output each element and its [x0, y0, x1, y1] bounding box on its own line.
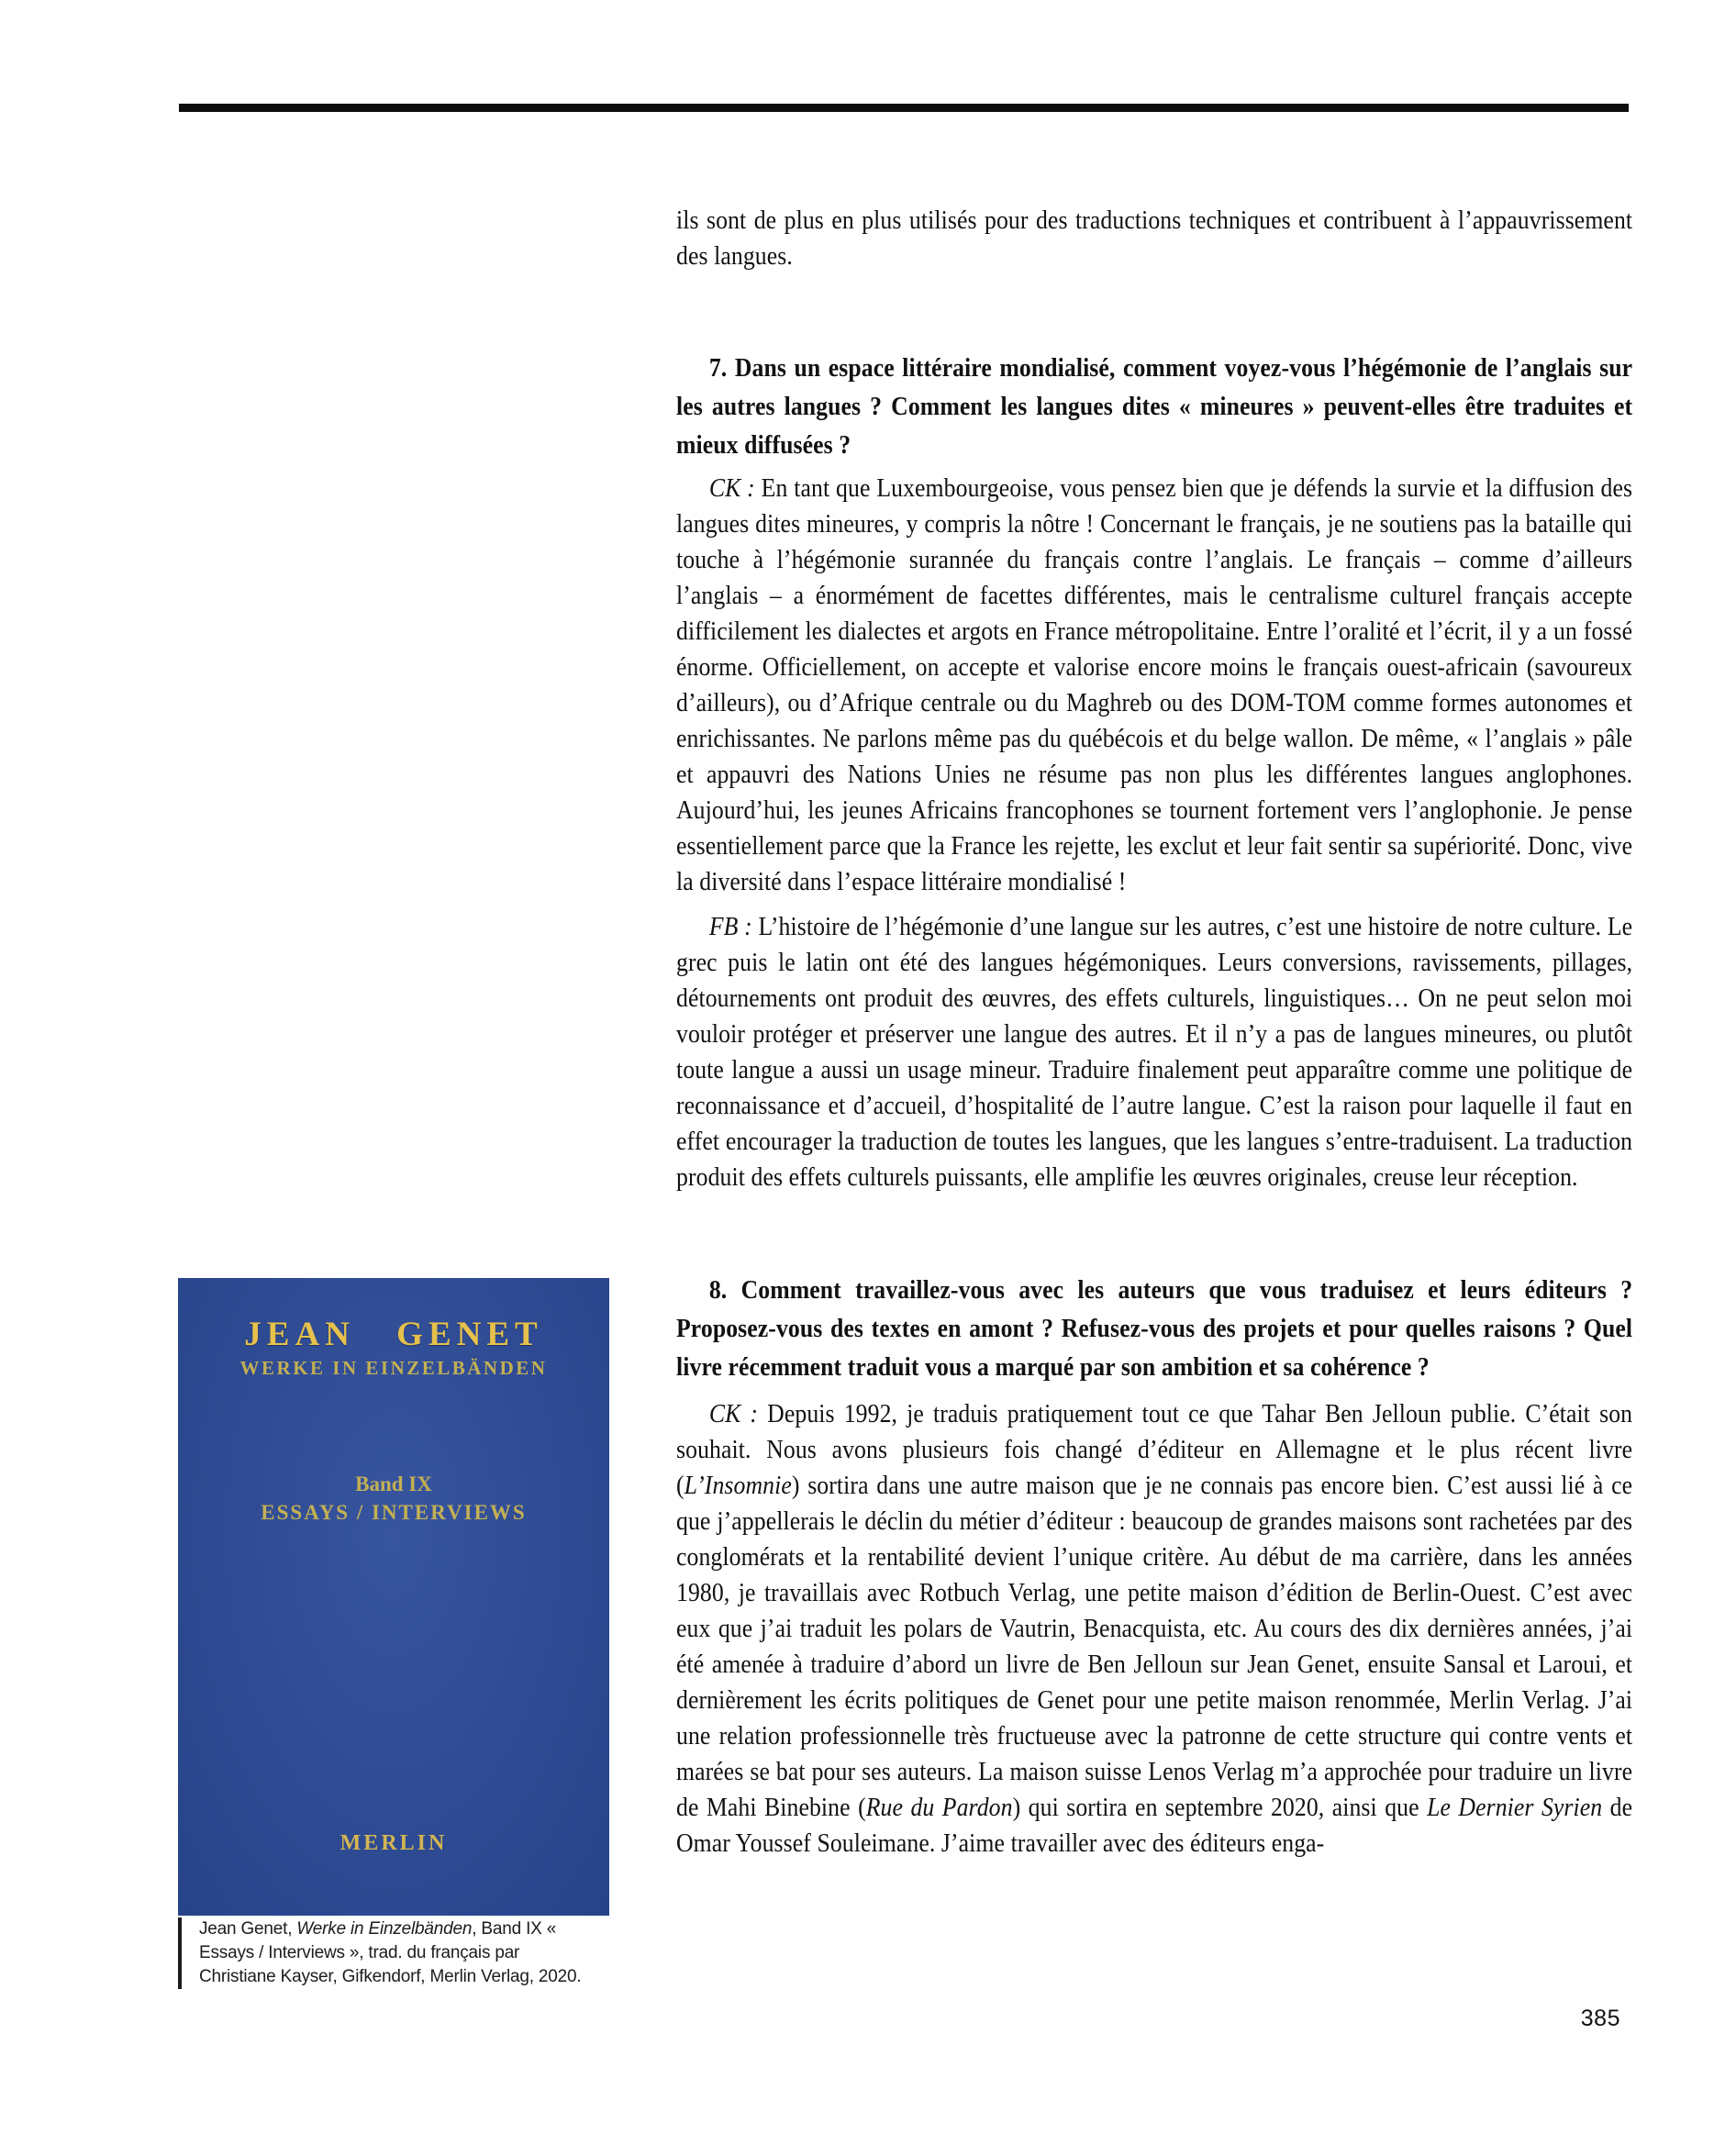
article-body — [676, 203, 1632, 1861]
answer-7-ck: CK : En tant que Luxembourgeoise, vous pensez bien que je défends la survie et la diffusion des langues dites mineures, y compris la nôtre ! Concernant le français, je ne soutiens pas la bataille qui touche à l’hégémonie surannée du français contre l’anglais. Le français – comme d’ailleurs l’anglais – a énormément de facettes différentes, mais le centralisme culturel français accepte difficilement les dialectes et argots en France métropolitaine. Entre l’oralité et l’écrit, il y a un fossé énorme. Officiellement, on accepte et valorise encore moins le français ouest-africain (savoureux d’ailleurs), ou d’Afrique centrale ou du Maghreb ou des DOM-TOM comme formes autonomes et enrichissantes. Ne parlons même pas du québécois et du belge wallon. De même, « l’anglais » pâle et appauvri des Nations Unies ne résume pas non plus les différentes langues anglophones. Aujourd’hui, les jeunes Africains francophones se tournent fortement vers l’anglophonie. Je pense essentiellement parce que la France les rejette, les exclut et leur fait sentir sa supériorité. Donc, vive la diversité dans l’espace littéraire mondialisé ! — [676, 474, 1633, 896]
cover-subtitle: WERKE IN EINZELBÄNDEN — [239, 1357, 548, 1379]
paragraph-continuation: ils sont de plus en plus utilisés pour des traductions techniques et contribuent à l’appauvrissement des langues. — [676, 206, 1633, 271]
header-rule — [179, 104, 1629, 112]
cover-series-label: ESSAYS / INTERVIEWS — [261, 1501, 527, 1524]
cover-band-label: Band IX — [355, 1473, 432, 1495]
answer-8-ck: CK : Depuis 1992, je traduis pratiquement tout ce que Tahar Ben Jelloun publie. C’était son souhait. Nous avons plusieurs fois changé d’éditeur en Allemagne et le plus récent livre (L’Insomnie) sortira dans une autre maison que je ne connais pas encore bien. C’est aussi lié à ce que j’appellerais le déclin du métier d’éditeur : beaucoup de grandes maisons sont rachetées par des conglomérats et la rentabilité devient l’unique critère. Au début de ma carrière, dans les années 1980, je travaillais avec Rotbuch Verlag, une petite maison d’édition de Berlin-Ouest. C’est avec eux que j’ai traduit les polars de Vautrin, Benacquista, etc. Au cours des dix dernières années, j’ai été amenée à traduire d’abord un livre de Ben Jelloun sur Jean Genet, ensuite Sansal et Laroui, et dernièrement les écrits politiques de Genet pour une petite maison renommée, Merlin Verlag. J’ai une relation professionnelle très fructueuse avec la patronne de cette structure qui contre vents et marées se bat pour ses auteurs. La maison suisse Lenos Verlag m’a approchée pour traduire un livre de Mahi Binebine (Rue du Pardon) qui sortira en septembre 2020, ainsi que Le Dernier Syrien de Omar Youssef Souleimane. J’aime travailler avec des éditeurs enga- — [676, 1400, 1633, 1858]
answer-7-fb: FB : L’histoire de l’hégémonie d’une langue sur les autres, c’est une histoire de notre culture. Le grec puis le latin ont été des langues hégémoniques. Leurs conversions, ravissements, pillages, détournements ont produit des œuvres, des effets culturels, linguistiques… On ne peut selon moi vouloir protéger et préserver une langue des autres. Et il n’y a pas de langues mineures, ou plutôt toute langue a aussi un usage mineur. Traduire finalement peut apparaître comme une politique de reconnaissance et d’accueil, d’hospitalité de l’autre langue. C’est la raison pour laquelle il faut en effet encourager la traduction de toutes les langues, que les langues s’entre-traduisent. La traduction produit des effets culturels puissants, elle amplifie les œuvres originales, creuse leur réception. — [676, 913, 1633, 1192]
figure-caption: Jean Genet, Werke in Einzelbänden, Band IX « Essays / Interviews », trad. du français par Christiane Kayser, Gifkendorf, Merlin Verlag, 2020. — [178, 1917, 584, 1989]
cover-publisher-label: MERLIN — [339, 1831, 448, 1855]
book-cover-figure — [178, 1278, 618, 1986]
cover-title: JEAN GENET — [244, 1316, 543, 1353]
book-cover-image — [178, 1278, 609, 1916]
page-number: 385 — [1580, 2006, 1620, 2031]
question-8: 8. Comment travaillez-vous avec les auteurs que vous traduisez et leurs éditeurs ? Proposez-vous des textes en amont ? Refusez-vous des projets et pour quelles raisons ? Quel livre récemment traduit vous a marqué par son ambition et sa cohérence ? — [676, 1276, 1633, 1382]
question-7: 7. Dans un espace littéraire mondialisé, comment voyez-vous l’hégémonie de l’anglais sur les autres langues ? Comment les langues dites « mineures » peuvent-elles être traduites et mieux diffusées ? — [676, 354, 1633, 460]
